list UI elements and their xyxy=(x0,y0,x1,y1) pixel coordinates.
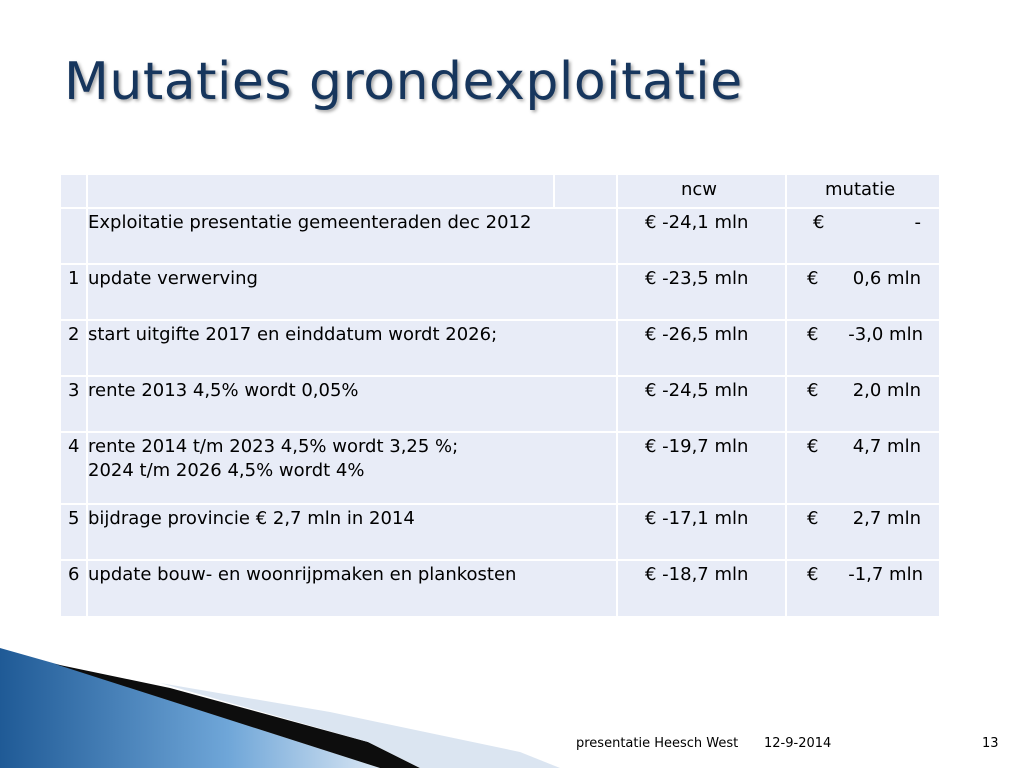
table-divider xyxy=(61,263,939,265)
mutatie-currency: € xyxy=(807,380,819,401)
mutatie-value: 0,6 mln xyxy=(852,268,921,289)
row-number: 4 xyxy=(68,436,80,457)
row-description: start uitgifte 2017 en einddatum wordt 2026; xyxy=(88,324,498,345)
table-divider xyxy=(616,175,618,616)
row-description-line2: 2024 t/m 2026 4,5% wordt 4% xyxy=(88,460,365,481)
row-number: 1 xyxy=(68,268,80,289)
table-divider xyxy=(553,175,555,207)
row-description: update verwerving xyxy=(88,268,258,289)
table-divider xyxy=(61,503,939,505)
ncw-value: € -26,5 mln xyxy=(645,324,749,345)
footer-presentation-name: presentatie Heesch West xyxy=(576,736,739,751)
table-divider xyxy=(61,375,939,377)
row-number: 5 xyxy=(68,508,80,529)
mutatie-value: 4,7 mln xyxy=(852,436,921,457)
row-description: Exploitatie presentatie gemeenteraden dec 2012 xyxy=(88,212,532,233)
column-header-mutatie: mutatie xyxy=(825,179,896,200)
row-description: rente 2014 t/m 2023 4,5% wordt 3,25 %; xyxy=(88,436,459,457)
table-divider xyxy=(785,175,787,616)
mutatie-currency: € xyxy=(807,436,819,457)
mutatie-currency: € xyxy=(807,564,819,585)
ncw-value: € -18,7 mln xyxy=(645,564,749,585)
slide-title: Mutaties grondexploitatie xyxy=(64,52,743,112)
mutatie-currency: € xyxy=(807,268,819,289)
ncw-value: € -23,5 mln xyxy=(645,268,749,289)
column-header-ncw: ncw xyxy=(681,179,718,200)
ncw-value: € -24,1 mln xyxy=(645,212,749,233)
row-description: update bouw- en woonrijpmaken en plankosten xyxy=(88,564,517,585)
mutatie-value: 2,0 mln xyxy=(852,380,921,401)
table-divider xyxy=(61,319,939,321)
table-divider xyxy=(61,559,939,561)
row-number: 6 xyxy=(68,564,80,585)
mutatie-currency: € xyxy=(807,508,819,529)
mutatie-value: - xyxy=(914,212,921,233)
mutatie-currency: € xyxy=(807,324,819,345)
mutatie-currency: € xyxy=(813,212,825,233)
row-description: bijdrage provincie € 2,7 mln in 2014 xyxy=(88,508,415,529)
footer-page-number: 13 xyxy=(982,736,999,751)
footer-date: 12-9-2014 xyxy=(764,736,832,751)
table-divider xyxy=(61,431,939,433)
mutatie-value: -3,0 mln xyxy=(848,324,923,345)
ncw-value: € -24,5 mln xyxy=(645,380,749,401)
mutatie-value: 2,7 mln xyxy=(852,508,921,529)
table-divider xyxy=(61,207,939,209)
mutations-table xyxy=(61,175,939,616)
mutatie-value: -1,7 mln xyxy=(848,564,923,585)
row-description: rente 2013 4,5% wordt 0,05% xyxy=(88,380,359,401)
ncw-value: € -19,7 mln xyxy=(645,436,749,457)
ncw-value: € -17,1 mln xyxy=(645,508,749,529)
row-number: 2 xyxy=(68,324,80,345)
row-number: 3 xyxy=(68,380,80,401)
